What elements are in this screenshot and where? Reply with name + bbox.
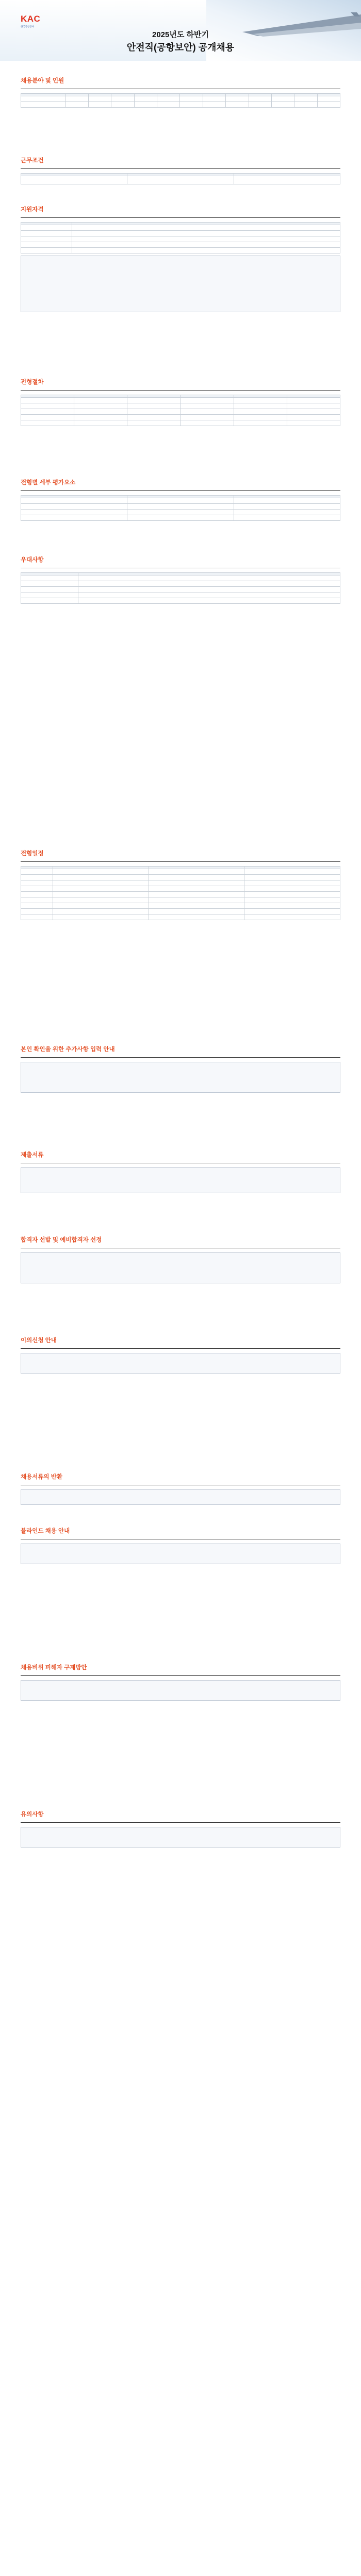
- blind-box: [21, 1544, 340, 1564]
- qualifications-table: [21, 222, 340, 253]
- title-line-2: 안전직(공항보안) 공개채용: [126, 42, 235, 53]
- preferences-table: [21, 572, 340, 604]
- section-selection: [21, 1236, 340, 1285]
- conditions-table: [21, 173, 340, 184]
- section-title: 근무조건: [21, 157, 340, 169]
- disqualification-box: [21, 256, 340, 312]
- notes-box: [21, 1827, 340, 1848]
- section-title: 채용분야 및 인원: [21, 77, 340, 89]
- section-title: 유의사항: [21, 1811, 340, 1823]
- section-documents: [21, 1151, 340, 1195]
- section-schedule: [21, 850, 340, 920]
- section-identity: [21, 1046, 340, 1095]
- page-title: [0, 30, 361, 54]
- schedule-table: [21, 866, 340, 920]
- section-title: 이의신청 안내: [21, 1337, 340, 1349]
- section-title: 제출서류: [21, 1151, 340, 1163]
- return-box: [21, 1489, 340, 1505]
- section-preferences: [21, 556, 340, 604]
- section-title: 전형일정: [21, 850, 340, 862]
- section-title: 우대사항: [21, 556, 340, 568]
- kac-logo: KAC 한국공항공사: [21, 14, 41, 28]
- section-title: 전형절차: [21, 379, 340, 391]
- section-title: 합격자 선발 및 예비합격자 선정: [21, 1236, 340, 1248]
- title-line-1: 2025년도 하반기: [152, 30, 209, 39]
- section-notes: [21, 1811, 340, 1850]
- section-return: [21, 1473, 340, 1507]
- section-qualifications: [21, 206, 340, 314]
- section-title: 전형별 세부 평가요소: [21, 479, 340, 491]
- section-process: [21, 379, 340, 426]
- section-title: 본인 확인을 위한 추가사항 입력 안내: [21, 1046, 340, 1058]
- section-title: 채용비위 피해자 구제방안: [21, 1664, 340, 1676]
- section-conditions: [21, 157, 340, 184]
- section-positions: [21, 77, 340, 108]
- objection-box: [21, 1353, 340, 1374]
- section-remedy: [21, 1664, 340, 1703]
- section-title: 지원자격: [21, 206, 340, 218]
- section-title: 채용서류의 반환: [21, 1473, 340, 1485]
- section-title: 블라인드 채용 안내: [21, 1528, 340, 1539]
- process-table: [21, 395, 340, 426]
- selection-box: [21, 1252, 340, 1283]
- evaluation-table: [21, 495, 340, 521]
- documents-box: [21, 1167, 340, 1193]
- hero-banner: [0, 0, 361, 61]
- positions-table: [21, 93, 340, 108]
- remedy-box: [21, 1680, 340, 1701]
- section-evaluation: [21, 479, 340, 521]
- section-objection: [21, 1337, 340, 1376]
- section-blind: [21, 1528, 340, 1566]
- identity-box: [21, 1062, 340, 1093]
